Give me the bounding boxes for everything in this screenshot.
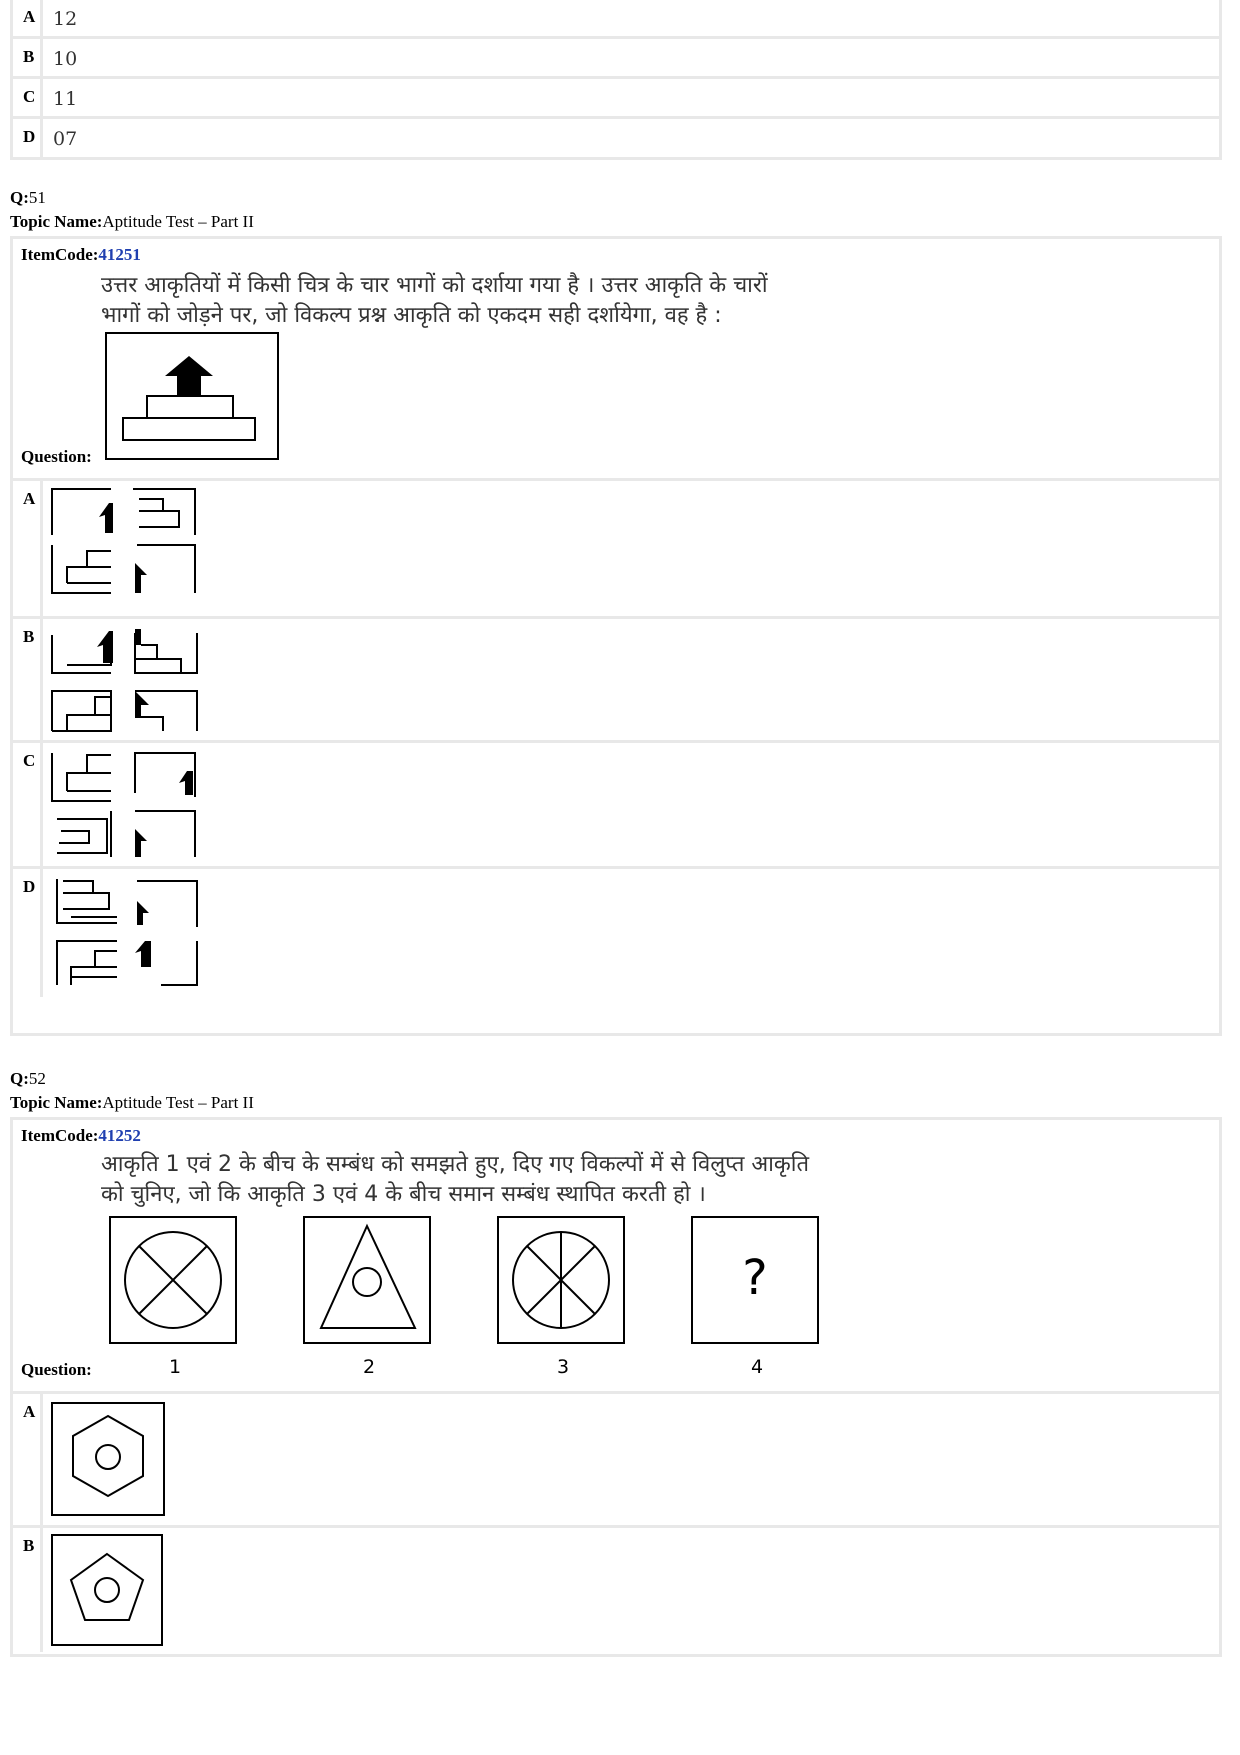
option-row-c[interactable]: [13, 743, 1219, 869]
question-text-line: उत्तर आकृतियों में किसी चित्र के चार भागों को दर्शाया गया है । उत्तर आकृति के चारों: [101, 273, 768, 298]
option-row-a[interactable]: [13, 481, 1219, 619]
question-label: Question:: [21, 447, 92, 466]
figure-4: [691, 1216, 819, 1344]
question-figure: [105, 332, 281, 462]
option-row-a[interactable]: [13, 1394, 1219, 1528]
question-text-line: भागों को जोड़ने पर, जो विकल्प प्रश्न आकृति को एकदम सही दर्शायेगा, वह है :: [101, 303, 722, 328]
figure-number: 4: [751, 1356, 764, 1378]
option-row-d[interactable]: [13, 869, 1219, 997]
option-letter: A: [13, 481, 43, 616]
prev-options-table: [10, 0, 1222, 160]
item-code: 41251: [98, 245, 141, 264]
itemcode-label: ItemCode:: [21, 1126, 99, 1145]
figure-1: [109, 1216, 239, 1346]
question-row: [13, 1120, 1219, 1394]
topic-label: Topic Name:: [10, 1093, 103, 1112]
option-row-b[interactable]: [13, 39, 1219, 79]
topic-name: Aptitude Test – Part II: [102, 212, 254, 231]
topic-label: Topic Name:: [10, 212, 103, 231]
option-letter: B: [13, 1528, 43, 1652]
option-d-figure: [51, 875, 211, 991]
question-row: [13, 239, 1219, 481]
option-letter: C: [13, 743, 43, 866]
option-row-c[interactable]: [13, 79, 1219, 119]
question-header: [10, 186, 254, 234]
question-label: Question:: [21, 1360, 92, 1379]
q-number: 51: [28, 188, 46, 207]
figure-3: [497, 1216, 627, 1346]
figure-number: 2: [363, 1356, 376, 1378]
option-row-b[interactable]: [13, 619, 1219, 743]
option-row-b[interactable]: [13, 1528, 1219, 1652]
itemcode-label: ItemCode:: [21, 245, 99, 264]
figure-number: 3: [557, 1356, 570, 1378]
question-text-line: आकृति 1 एवं 2 के बीच के सम्बंध को समझते हुए, दिए गए विकल्पों में से विलुप्त आकृति: [101, 1152, 810, 1177]
topic-name: Aptitude Test – Part II: [102, 1093, 254, 1112]
q-label: Q:: [10, 188, 29, 207]
option-b-figure: [51, 1534, 175, 1650]
option-letter: C: [13, 79, 43, 116]
question-51-table: [10, 236, 1222, 1036]
figure-2: [303, 1216, 433, 1346]
item-code: 41252: [98, 1126, 141, 1145]
question-text: [101, 1150, 809, 1210]
option-letter: D: [13, 119, 43, 157]
question-52-table: [10, 1117, 1222, 1657]
option-letter: B: [13, 39, 43, 76]
option-letter: A: [13, 0, 43, 36]
option-row-a[interactable]: [13, 0, 1219, 39]
missing-figure-mark: ?: [742, 1250, 768, 1306]
option-letter: B: [13, 619, 43, 740]
q-label: Q:: [10, 1069, 29, 1088]
question-text: [101, 271, 768, 331]
question-header: [10, 1067, 254, 1115]
option-b-figure: [51, 625, 211, 737]
option-letter: A: [13, 1394, 43, 1525]
option-row-d[interactable]: [13, 119, 1219, 157]
option-value: 10: [53, 48, 78, 70]
question-text-line: को चुनिए, जो कि आकृति 3 एवं 4 के बीच समान सम्बंध स्थापित करती हो ।: [101, 1182, 706, 1207]
option-a-figure: [51, 487, 211, 611]
figure-number: 1: [169, 1356, 182, 1378]
q-number: 52: [28, 1069, 46, 1088]
option-letter: D: [13, 869, 43, 997]
option-value: 12: [53, 8, 78, 30]
option-a-figure: [51, 1402, 175, 1520]
option-value: 07: [53, 128, 78, 150]
option-value: 11: [53, 88, 78, 110]
option-c-figure: [51, 749, 211, 865]
